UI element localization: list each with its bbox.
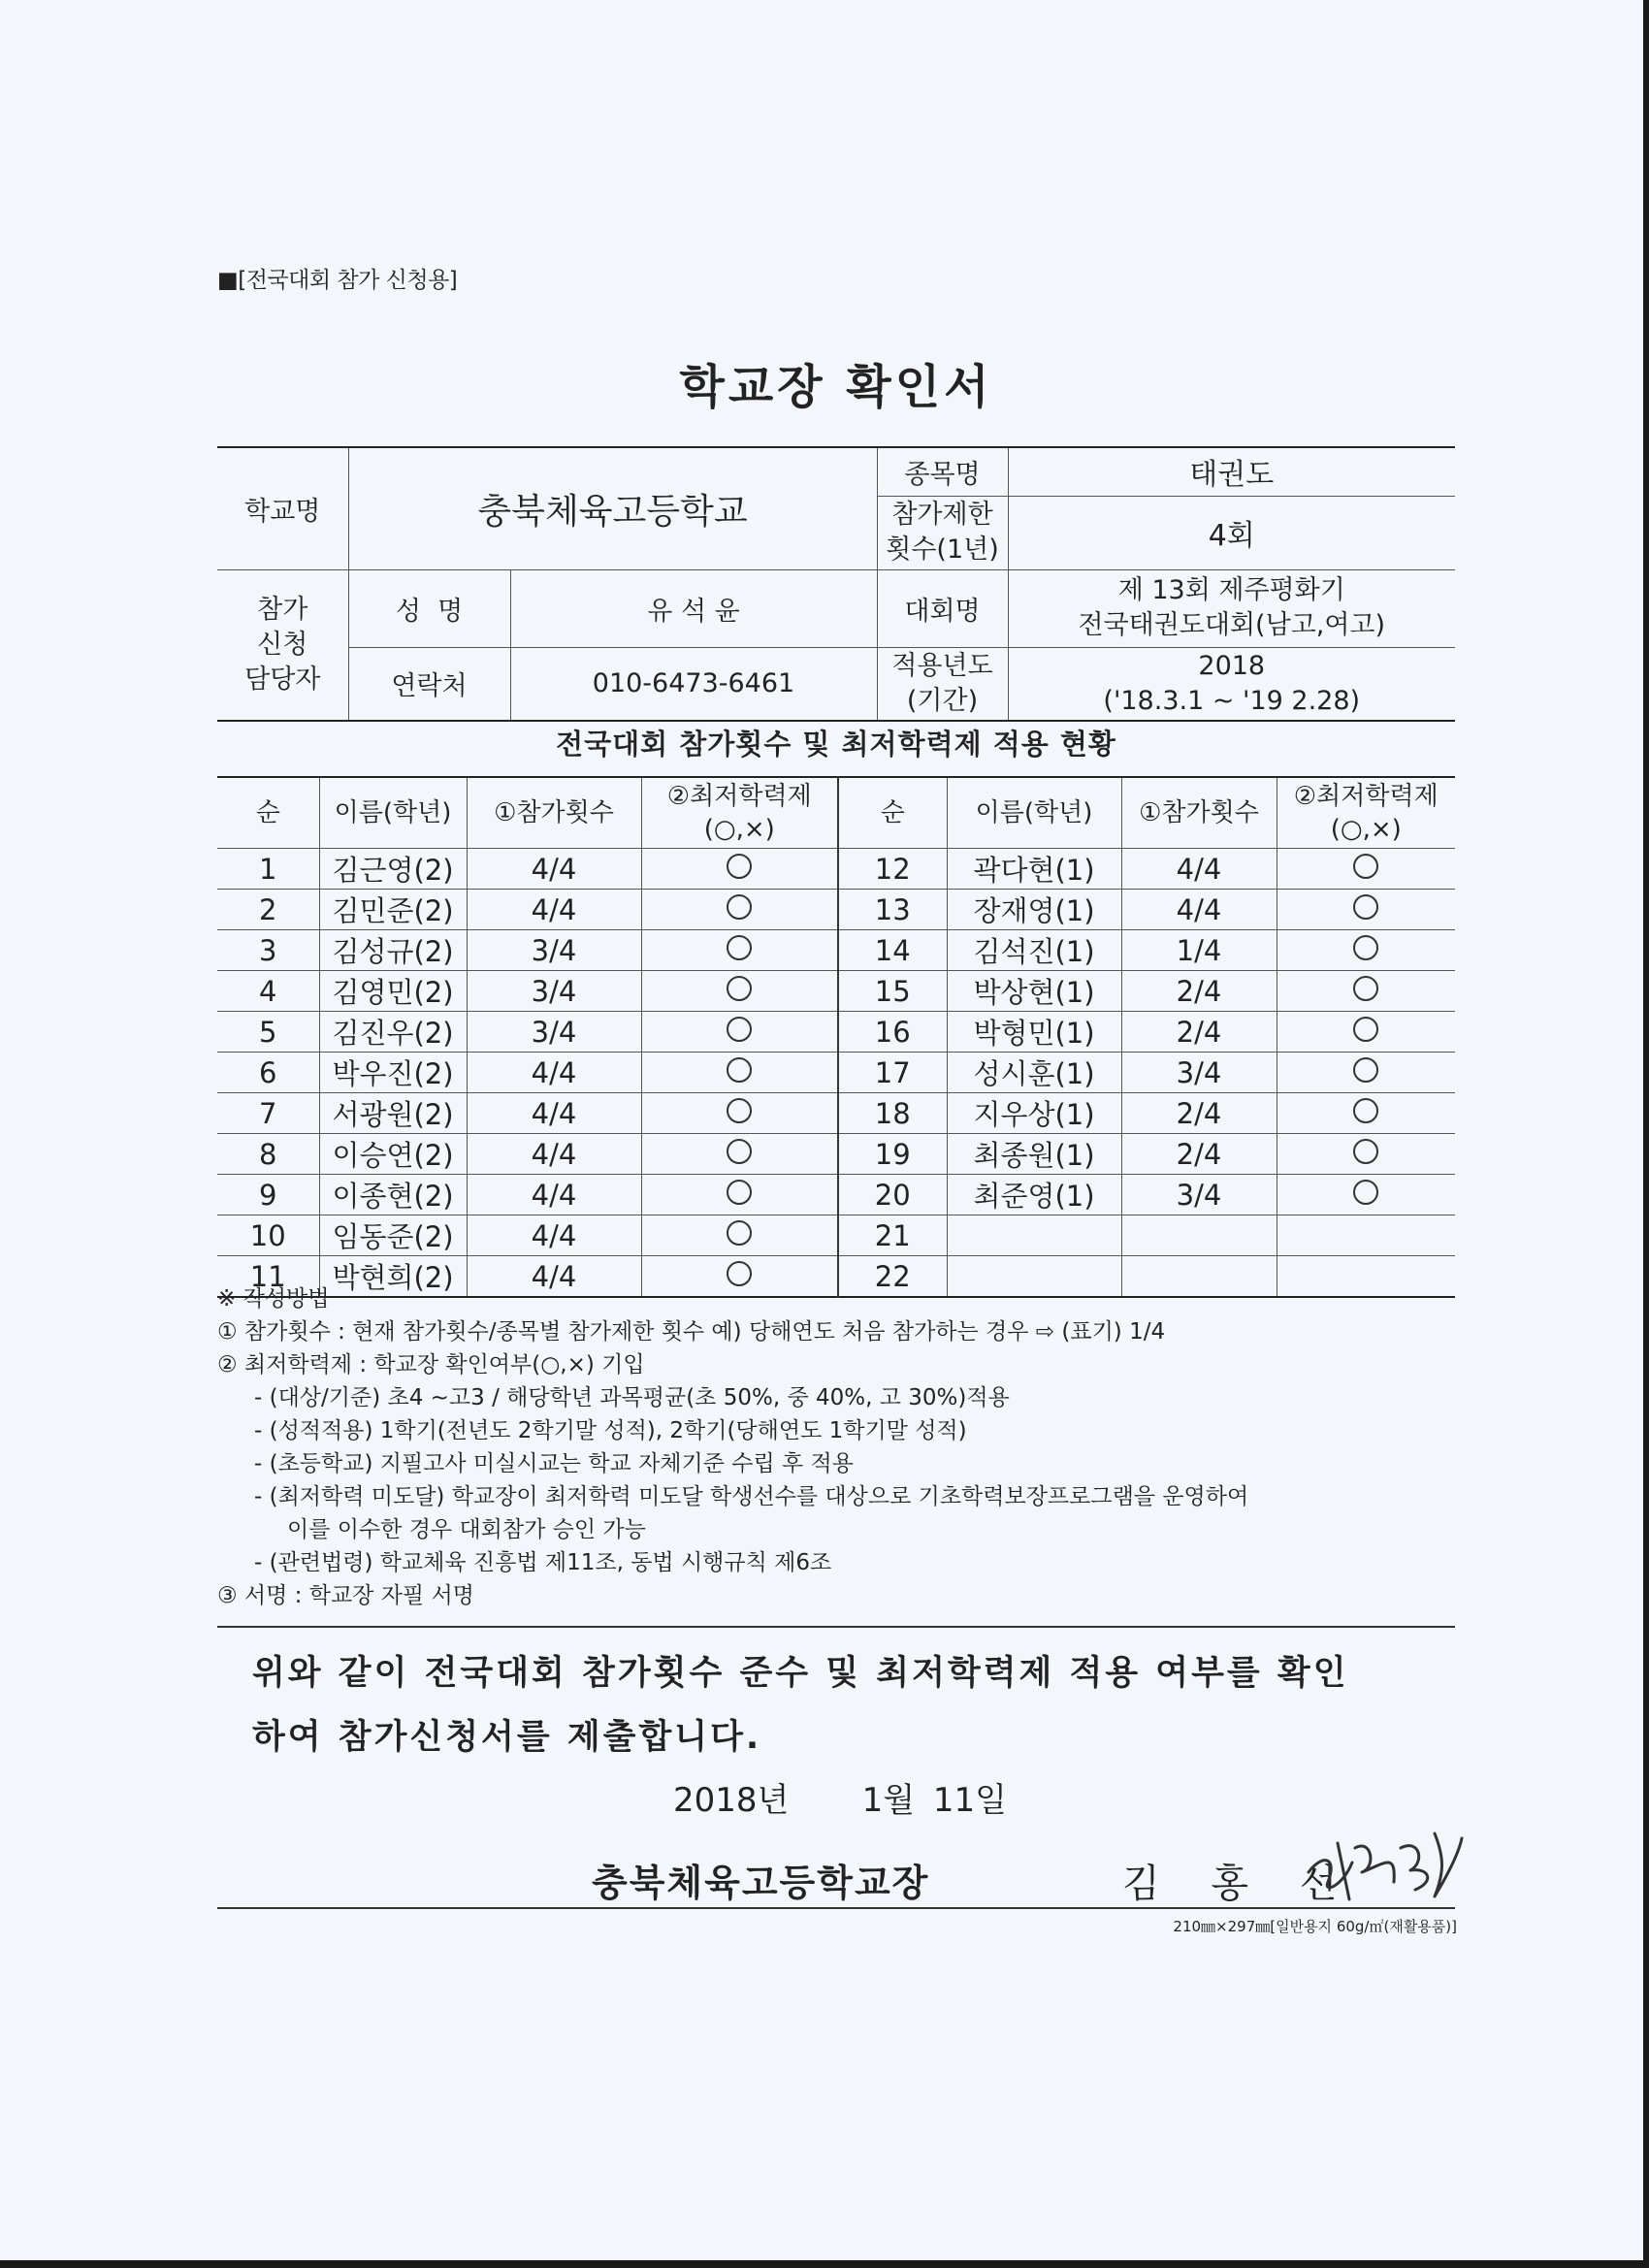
row-count: 1/4 [1121,930,1277,971]
header-academic [641,777,838,849]
row-no: 1 [217,849,319,890]
row-name: 성시훈(1) [947,1053,1121,1093]
circle-mark-icon [1353,854,1378,879]
circle-mark-icon [727,1057,752,1083]
instruction-1: ① 참가횟수 : 현재 참가횟수/종목별 참가제한 횟수 예) 당해연도 처음 참가하는 경우 ⇨ (표기) 1/4 [217,1319,1166,1345]
school-label: 학교명 [217,447,348,569]
confirmation-statement [252,1641,1455,1769]
header-count: ①참가횟수 [1121,777,1277,849]
instruction-2c: - (초등학교) 지필고사 미실시교는 학교 자체기준 수립 후 적용 [254,1451,854,1476]
limit-label-line1: 참가제한 [891,500,993,530]
status-heading: 전국대회 참가횟수 및 최저학력제 적용 현황 [556,728,1116,761]
instruction-2d: - (최저학력 미도달) 학교장이 최저학력 미도달 학생선수를 대상으로 기초학력보장프로그램을 운영하여 [254,1484,1249,1509]
row-name [947,1215,1121,1256]
row-no: 11 [217,1256,319,1298]
row-name: 김성규(2) [319,930,467,971]
row-no: 18 [838,1093,947,1134]
row-count: 3/4 [1121,1175,1277,1215]
row-no: 21 [838,1215,947,1256]
instruction-2d-cont: 이를 이수한 경우 대회참가 승인 가능 [287,1517,646,1542]
table-row [217,1053,1455,1093]
row-no: 20 [838,1175,947,1215]
header-academic-line2: (○,×) [1330,815,1402,844]
row-name: 박상현(1) [947,971,1121,1012]
row-no: 15 [838,971,947,1012]
instructions-title: ※ 작성방법 [217,1286,330,1312]
header-no: 순 [838,777,947,849]
limit-label-line2: 횟수(1년) [886,535,999,565]
name-value: 유 석 윤 [510,569,877,647]
header-count: ①참가횟수 [467,777,641,849]
year-label [877,647,1008,721]
name-label: 성 명 [348,569,510,647]
row-academic [1277,890,1455,930]
row-no: 6 [217,1053,319,1093]
row-academic [1277,1175,1455,1215]
row-no: 8 [217,1134,319,1175]
table-body [217,849,1455,1298]
table-row [217,971,1455,1012]
circle-mark-icon [727,894,752,920]
row-no: 9 [217,1175,319,1215]
row-no: 4 [217,971,319,1012]
row-academic [641,890,838,930]
table-row [217,1175,1455,1215]
table-row [217,1215,1455,1256]
table-row [217,930,1455,971]
applicant-info-table [217,446,1455,722]
row-academic [1277,971,1455,1012]
row-count: 2/4 [1121,971,1277,1012]
row-academic [641,849,838,890]
circle-mark-icon [1353,935,1378,960]
sport-value: 태권도 [1008,447,1455,496]
event-value-line2: 전국태권도대회(남고,여고) [1078,610,1386,640]
row-no: 14 [838,930,947,971]
header-no: 순 [217,777,319,849]
row-no: 19 [838,1134,947,1175]
row-no: 16 [838,1012,947,1053]
table-row [217,890,1455,930]
row-academic [1277,1053,1455,1093]
row-count: 3/4 [467,930,641,971]
row-no: 7 [217,1093,319,1134]
row-academic [641,1175,838,1215]
row-count: 4/4 [467,1093,641,1134]
bottom-divider [217,1907,1455,1909]
limit-value: 4회 [1008,496,1455,569]
divider [217,1626,1455,1628]
statement-line2: 하여 참가신청서를 제출합니다. [252,1718,762,1757]
year-value-line2: ('18.3.1 ~ '19 2.28) [1103,685,1361,716]
row-no: 10 [217,1215,319,1256]
row-count: 3/4 [467,971,641,1012]
header-academic [1277,777,1455,849]
table-row [217,849,1455,890]
row-no: 13 [838,890,947,930]
year-value [1008,647,1455,721]
scan-edge-right [1643,0,1649,2268]
circle-mark-icon [1353,1057,1378,1083]
table-row [217,1093,1455,1134]
row-academic [641,1053,838,1093]
sport-label: 종목명 [877,447,1008,496]
limit-label [877,496,1008,569]
row-academic [641,930,838,971]
instruction-2a: - (대상/기준) 초4 ~고3 / 해당학년 과목평균(초 50%, 중 40%, 고 30%)적용 [254,1385,1010,1410]
circle-mark-icon [727,935,752,960]
row-count: 4/4 [467,1215,641,1256]
row-academic [1277,1012,1455,1053]
person-label [217,569,348,721]
row-no: 5 [217,1012,319,1053]
circle-mark-icon [1353,1139,1378,1164]
row-count: 4/4 [467,1175,641,1215]
circle-mark-icon [727,1017,752,1042]
circle-mark-icon [727,854,752,879]
person-label-line1: 참가 [257,594,308,625]
year-label-line1: 적용년도 [891,650,993,681]
person-label-line2: 신청 [257,629,308,660]
header-academic-line1: ②최저학력제 [1293,782,1439,811]
table-header-row [217,777,1455,849]
row-count: 4/4 [467,1134,641,1175]
scan-edge-bottom [0,2260,1649,2268]
circle-mark-icon [1353,1017,1378,1042]
row-name: 박현희(2) [319,1256,467,1298]
instructions [217,1282,1455,1612]
school-name: 충북체육고등학교 [348,447,877,569]
row-count: 2/4 [1121,1134,1277,1175]
row-count: 4/4 [1121,890,1277,930]
circle-mark-icon [727,976,752,1001]
circle-mark-icon [1353,894,1378,920]
event-label: 대회명 [877,569,1008,647]
row-academic [641,1093,838,1134]
circle-mark-icon [727,1220,752,1246]
paper-spec-note: 210㎜×297㎜[일반용지 60g/㎡(재활용품)] [1173,1918,1457,1935]
row-academic [1277,849,1455,890]
handwritten-signature [1299,1814,1464,1906]
row-academic [641,1012,838,1053]
row-academic [641,1215,838,1256]
signer-name: 김 홍 선 [1122,1862,1357,1906]
row-name: 박우진(2) [319,1053,467,1093]
row-count: 4/4 [467,849,641,890]
row-no: 12 [838,849,947,890]
form-tag: ■[전국대회 참가 신청용] [217,268,458,293]
row-name: 김영민(2) [319,971,467,1012]
contact-label: 연락처 [348,647,510,721]
contact-value: 010-6473-6461 [510,647,877,721]
row-name: 박형민(1) [947,1012,1121,1053]
row-name: 김진우(2) [319,1012,467,1053]
row-count: 2/4 [1121,1012,1277,1053]
person-label-line3: 담당자 [244,664,321,695]
row-name: 이종현(2) [319,1175,467,1215]
table-row [217,1012,1455,1053]
row-name: 이승연(2) [319,1134,467,1175]
row-name: 임동준(2) [319,1215,467,1256]
statement-line1: 위와 같이 전국대회 참가횟수 준수 및 최저학력제 적용 여부를 확인 [252,1654,1349,1693]
row-name: 최준영(1) [947,1175,1121,1215]
circle-mark-icon [1353,1098,1378,1123]
row-name: 지우상(1) [947,1093,1121,1134]
issue-date: 2018년 1월 11일 [673,1781,1007,1820]
instruction-2b: - (성적적용) 1학기(전년도 2학기말 성적), 2학기(당해연도 1학기말 성적) [254,1418,967,1443]
row-no: 22 [838,1256,947,1298]
row-academic [641,1134,838,1175]
row-name: 장재영(1) [947,890,1121,930]
row-count: 4/4 [1121,849,1277,890]
row-name: 김민준(2) [319,890,467,930]
instruction-3: ③ 서명 : 학교장 자필 서명 [217,1583,474,1608]
year-value-line1: 2018 [1198,650,1266,681]
row-name: 김석진(1) [947,930,1121,971]
row-count: 3/4 [1121,1053,1277,1093]
instruction-2: ② 최저학력제 : 학교장 확인여부(○,×) 기입 [217,1352,645,1377]
row-count: 2/4 [1121,1093,1277,1134]
instruction-2e: - (관련법령) 학교체육 진흥법 제11조, 동법 시행규칙 제6조 [254,1550,832,1575]
header-name: 이름(학년) [947,777,1121,849]
header-academic-line1: ②최저학력제 [666,782,812,811]
row-no: 2 [217,890,319,930]
row-no: 17 [838,1053,947,1093]
row-count: 4/4 [467,1256,641,1298]
row-name: 곽다현(1) [947,849,1121,890]
row-academic [641,971,838,1012]
row-academic [1277,1134,1455,1175]
event-value-line1: 제 13회 제주평화기 [1117,575,1345,605]
row-academic [1277,1215,1455,1256]
row-count [1121,1215,1277,1256]
row-no: 3 [217,930,319,971]
circle-mark-icon [1353,1180,1378,1205]
row-count: 4/4 [467,890,641,930]
header-academic-line2: (○,×) [703,815,775,844]
table-row [217,1134,1455,1175]
event-value [1008,569,1455,647]
row-count: 4/4 [467,1053,641,1093]
row-count: 3/4 [467,1012,641,1053]
row-name: 최종원(1) [947,1134,1121,1175]
circle-mark-icon [727,1180,752,1205]
row-academic [1277,1093,1455,1134]
year-label-line2: (기간) [906,685,979,716]
signer-school: 충북체육고등학교장 [592,1862,930,1904]
row-academic [1277,930,1455,971]
circle-mark-icon [727,1098,752,1123]
participation-table [217,776,1455,1298]
document-title: 학교장 확인서 [679,360,993,414]
header-name: 이름(학년) [319,777,467,849]
row-name: 서광원(2) [319,1093,467,1134]
circle-mark-icon [727,1139,752,1164]
row-name: 김근영(2) [319,849,467,890]
circle-mark-icon [1353,976,1378,1001]
